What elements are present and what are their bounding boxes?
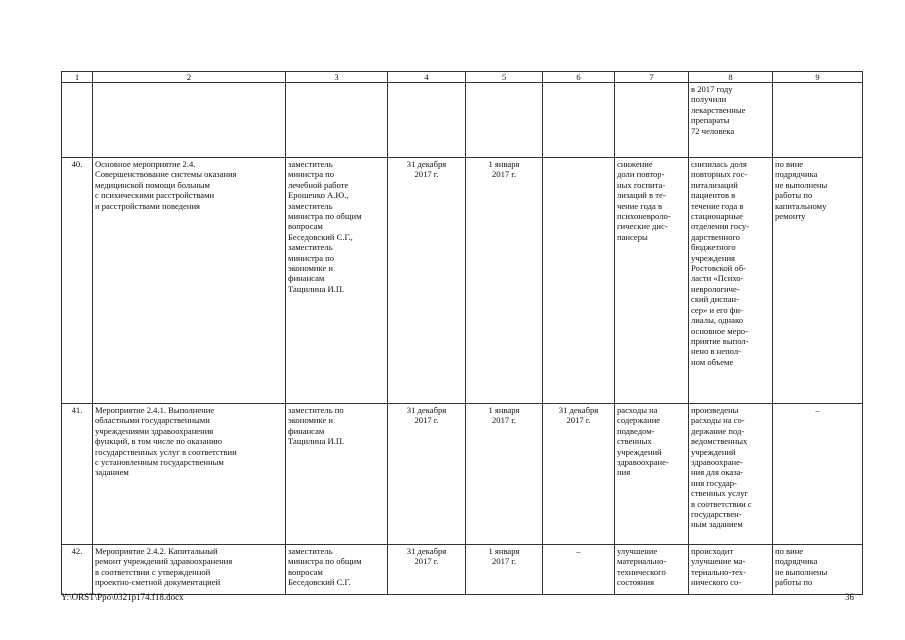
cell-reasons: по вине подрядчика не выполнены работы по капитальному ремонту — [773, 158, 863, 404]
column-header: 7 — [615, 72, 689, 83]
cell-activity — [93, 83, 286, 158]
cell-actual-result: произведены расходы на со- держание под- ведомственных учреждений здравоохране- ния для оказа- ния государ- ственных услуг в соответствии с государствен- ным заданием — [689, 404, 773, 545]
cell-actual-start: 1 января 2017 г. — [466, 404, 543, 545]
cell-reasons: – — [773, 404, 863, 545]
table-row — [62, 83, 863, 158]
header-row — [62, 72, 863, 83]
cell-reasons — [773, 83, 863, 158]
cell-number: 42. — [62, 545, 93, 595]
cell-number: 40. — [62, 158, 93, 404]
file-path-footer: Y:\ORST\Ppo\0321p174.f18.docx — [61, 592, 184, 602]
cell-planned-result: расходы на содержание подведом- ственных учреждений здравоохране- ния — [615, 404, 689, 545]
cell-activity: Мероприятие 2.4.2. Капитальный ремонт учреждений здравоохранения в соответствии с утвержденной проектно-сметной документацией — [93, 545, 286, 595]
cell-actual-start: 1 января 2017 г. — [466, 158, 543, 404]
cell-responsible — [286, 83, 388, 158]
cell-actual-end — [543, 83, 615, 158]
column-header: 5 — [466, 72, 543, 83]
cell-reasons: по вине подрядчика не выполнены работы по — [773, 545, 863, 595]
page-number: 36 — [845, 592, 854, 602]
cell-planned-end: 31 декабря 2017 г. — [388, 545, 466, 595]
column-header: 6 — [543, 72, 615, 83]
cell-responsible: заместитель министра по общим вопросам Беседовский С.Г. — [286, 545, 388, 595]
cell-activity: Мероприятие 2.4.1. Выполнение областными государственными учреждениями здравоохранения функций, в том числе по оказанию государственных услуг в соответствии с установленным государственным заданием — [93, 404, 286, 545]
cell-planned-result — [615, 83, 689, 158]
column-header: 8 — [689, 72, 773, 83]
cell-actual-end — [543, 158, 615, 404]
cell-planned-end: 31 декабря 2017 г. — [388, 158, 466, 404]
cell-planned-result: улучшение материально- технического состояния — [615, 545, 689, 595]
report-table — [61, 71, 863, 595]
cell-planned-end: 31 декабря 2017 г. — [388, 404, 466, 545]
cell-number — [62, 83, 93, 158]
cell-planned-end — [388, 83, 466, 158]
cell-actual-result: происходит улучшение ма- териально-тех- нического со- — [689, 545, 773, 595]
cell-number: 41. — [62, 404, 93, 545]
table-row — [62, 158, 863, 404]
cell-responsible: заместитель министра по лечебной работе Ерошенко А.Ю., заместитель министра по общим вопросам Беседовский С.Г., заместитель министра по экономике и финансам Тащилина И.П. — [286, 158, 388, 404]
table-row — [62, 404, 863, 545]
column-header: 1 — [62, 72, 93, 83]
cell-actual-result: снизилась доля повторных гос- питализаций пациентов в течение года в стационарные отделения госу- дарственного бюджетного учреждения Ростовской об- ласти «Психо- неврологиче- ский диспан- сер» и его фи- лиалы, однако основное меро- приятие выпол- нено в непол- ном объеме — [689, 158, 773, 404]
cell-responsible: заместитель по экономике и финансам Тащилина И.П. — [286, 404, 388, 545]
cell-actual-result: в 2017 году получили лекарственные препараты 72 человека — [689, 83, 773, 158]
cell-actual-end: 31 декабря 2017 г. — [543, 404, 615, 545]
cell-actual-end: – — [543, 545, 615, 595]
column-header: 9 — [773, 72, 863, 83]
column-header: 4 — [388, 72, 466, 83]
column-header: 3 — [286, 72, 388, 83]
table-row — [62, 545, 863, 595]
cell-actual-start: 1 января 2017 г. — [466, 545, 543, 595]
cell-planned-result: снижение доли повтор- ных госпита- лизаций в те- чение года в психоневроло- гические дис- пансеры — [615, 158, 689, 404]
cell-actual-start — [466, 83, 543, 158]
cell-activity: Основное мероприятие 2.4. Совершенствование системы оказания медицинской помощи больным с психическими расстройствами и расстройствами поведения — [93, 158, 286, 404]
column-header: 2 — [93, 72, 286, 83]
